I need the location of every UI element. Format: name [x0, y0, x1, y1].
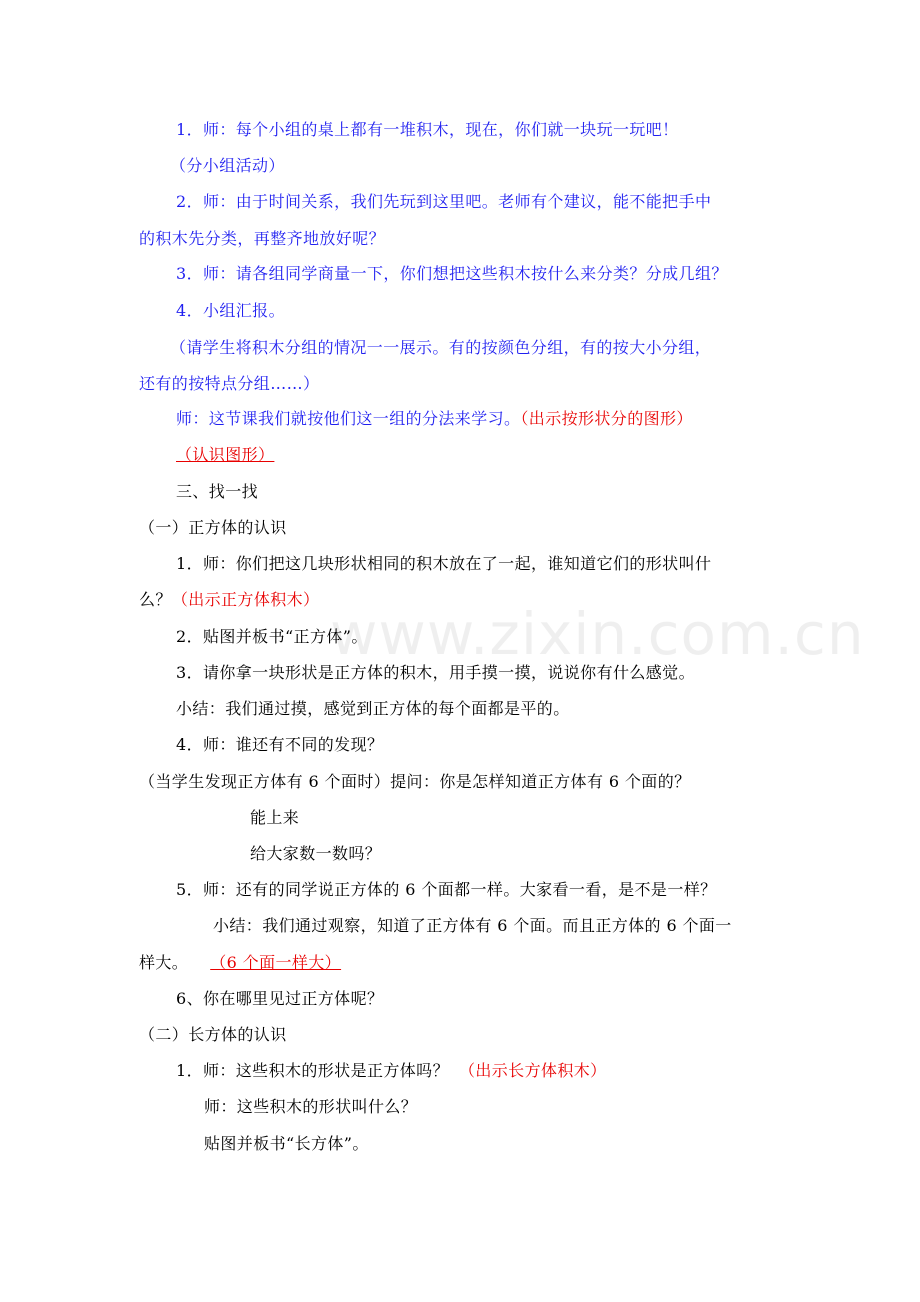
text-line: （请学生将积木分组的情况一一展示。有的按颜色分组，有的按大小分组，	[170, 338, 712, 357]
text-line: 贴图并板书“长方体”。	[204, 1134, 369, 1153]
text-segment: 师：这节课我们就按他们这一组的分法来学习。	[176, 409, 521, 428]
red-note: （出示长方体积木）	[458, 1061, 607, 1080]
text-line: 的积木先分类，再整齐地放好呢？	[139, 229, 386, 248]
subsection-heading: （二）长方体的认识	[139, 1025, 287, 1044]
text-line: 1．师：每个小组的桌上都有一堆积木，现在，你们就一块玩一玩吧！	[176, 120, 679, 139]
text-line: 6、你在哪里见过正方体呢？	[176, 989, 384, 1008]
text-segment: 1．师：这些积木的形状是正方体吗？	[176, 1061, 449, 1080]
text-line: 2．师：由于时间关系，我们先玩到这里吧。老师有个建议，能不能把手中	[176, 192, 712, 211]
text-line: 小结：我们通过观察，知道了正方体有 6 个面。而且正方体的 6 个面一	[213, 916, 732, 935]
text-segment: 样大。	[139, 953, 189, 972]
text-line: （当学生发现正方体有 6 个面时）提问：你是怎样知道正方体有 6 个面的？	[139, 772, 691, 791]
text-line: 4．小组汇报。	[176, 301, 285, 320]
text-line: 5．师：还有的同学说正方体的 6 个面都一样。大家看一看，是不是一样？	[176, 880, 717, 899]
text-line	[176, 408, 693, 430]
text-line: 3．师：请各组同学商量一下，你们想把这些积木按什么来分类？分成几组？	[176, 264, 728, 283]
subsection-heading: （一）正方体的认识	[139, 518, 287, 537]
text-line: 给大家数一数吗？	[250, 844, 382, 863]
text-segment: 么？	[139, 590, 172, 609]
watermark: www.zixin.com.cn	[330, 600, 865, 668]
text-line: 2．贴图并板书“正方体”。	[176, 627, 368, 646]
text-line: （分小组活动）	[170, 156, 285, 175]
text-line: 4．师：谁还有不同的发现？	[176, 735, 384, 754]
section-heading: 三、找一找	[176, 482, 259, 501]
red-note: （出示正方体积木）	[171, 590, 320, 609]
text-line: 能上来	[250, 808, 300, 827]
red-note: （6 个面一样大）	[210, 953, 342, 972]
red-note: （出示按形状分的图形）	[520, 409, 693, 428]
text-line	[139, 589, 319, 611]
red-note: （认识图形）	[176, 445, 275, 464]
text-line: 3．请你拿一块形状是正方体的积木，用手摸一摸，说说你有什么感觉。	[176, 663, 695, 682]
text-line: 1．师：你们把这几块形状相同的积木放在了一起，谁知道它们的形状叫什	[176, 554, 712, 573]
text-line: 还有的按特点分组……）	[139, 374, 320, 393]
text-line: 小结：我们通过摸，感觉到正方体的每个面都是平的。	[176, 699, 570, 718]
text-line	[139, 952, 341, 974]
text-line: 师：这些积木的形状叫什么？	[204, 1097, 418, 1116]
text-line	[176, 1060, 607, 1082]
